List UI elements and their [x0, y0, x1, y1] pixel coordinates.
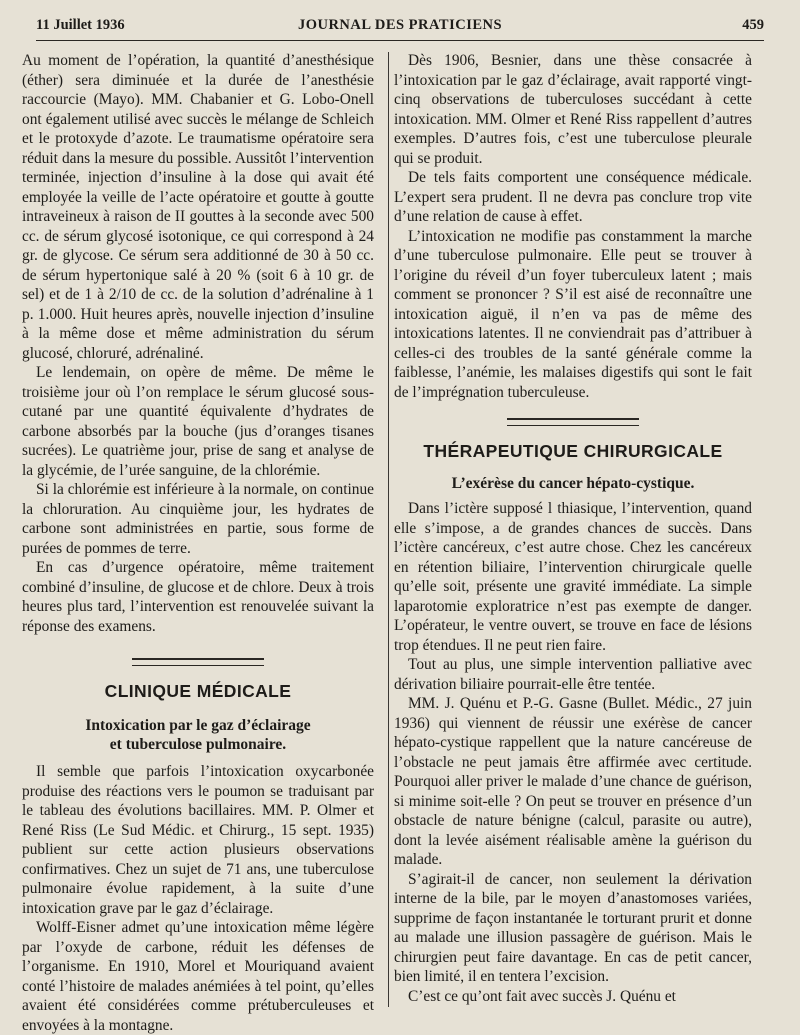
paragraph: Tout au plus, une simple intervention palliative avec dérivation biliaire pourrait-elle être tentée.	[394, 656, 752, 693]
header-rule	[36, 40, 764, 41]
page-number: 459	[742, 17, 764, 33]
paragraph: L’intoxication ne modifie pas constamment la marche d’une tuberculose pulmonaire. Elle peut se trouver à l’origine du réveil d’un foyer tuberculeux latent ; mais comment se prononcer ? S’il est aisé de reconnaître une intoxication aiguë, il n’en va pas de même des intoxications latentes. Il ne conviendrait pas d’attribuer à celles-ci des troubles de la santé générale comme la faiblesse, l’anémie, les malaises digestifs qui sont le fait de l’imprégnation tuberculeuse.	[394, 227, 752, 401]
paragraph: Dans l’ictère supposé l thiasique, l’intervention, quand elle s’impose, a de grandes chances de succès. Dans l’ictère cancéreux, c’est autre chose. Chez les cancéreux en rétention biliaire, l’intervention chirurgicale quelle qu’elle soit, présente une gravité immédiate. La simple laparotomie exploratrice n’est pas exempte de danger. L’opérateur, le ventre ouvert, se trouve en face de lésions trop étendues. Il ne peut rien faire.	[394, 500, 752, 654]
article-title-line: et tuberculose pulmonaire.	[109, 736, 287, 753]
paragraph: MM. J. Quénu et P.-G. Gasne (Bullet. Médic., 27 juin 1936) qui viennent de réussir une exérèse de cancer hépato-cystique rappellent que la nature cancéreuse de l’obstacle ne peut jamais être affirmée avec certitude. Pourquoi aller priver le malade d’une chance de guérison, si minime soit-elle ? On peut se trouver en présence d’un obstacle de nature bénigne (calcul, parasite ou autre), dont la levée aisément réalisable amène la guérison du malade.	[394, 695, 752, 868]
left-column	[22, 51, 374, 1035]
page-header	[36, 17, 764, 37]
right-column	[394, 51, 752, 1006]
issue-date: 11 Juillet 1936	[36, 17, 125, 33]
paragraph: Si la chlorémie est inférieure à la normale, on continue la chloruration. Au cinquième jour, les hydrates de carbone sont administrées en partie, sous forme de purées de pommes de terre.	[22, 481, 374, 557]
journal-title: JOURNAL DES PRATICIENS	[297, 17, 503, 33]
article-title-line: Intoxication par le gaz d’éclairage	[85, 717, 311, 734]
section-title: CLINIQUE MÉDICALE	[104, 681, 292, 701]
paragraph: De tels faits comportent une conséquence médicale. L’expert sera prudent. Il ne devra pas conclure trop vite d’une relation de cause à effet.	[394, 169, 752, 225]
section-rule	[507, 418, 639, 426]
paragraph: En cas d’urgence opératoire, même traitement combiné d’insuline, de glucose et de chlore. Deux à trois heures plus tard, l’intervention est renouvelée suivant la réponse des examens.	[22, 559, 374, 635]
paragraph: C’est ce qu’ont fait avec succès J. Quénu et	[408, 987, 676, 1005]
column-divider	[388, 52, 389, 1007]
paragraph: Dès 1906, Besnier, dans une thèse consacrée à l’intoxication par le gaz d’éclairage, avait rapporté vingt-cinq observations de tuberculoses succédant à cette intoxication. MM. Olmer et René Riss rappellent d’autres exemples. D’autres fois, c’est une tuberculose pleurale qui se produit.	[394, 52, 752, 167]
paragraph: Il semble que parfois l’intoxication oxycarbonée produise des réactions vers le poumon se traduisant par le tableau des évolutions bacillaires. MM. P. Olmer et René Riss (Le Sud Médic. et Chirurg., 15 sept. 1935) publient sur cette action plusieurs observations confirmatives. Chez un sujet de 71 ans, une tuberculose pulmonaire évolue rapidement, à la suite d’une intoxication grave par le gaz d’éclairage.	[22, 763, 374, 917]
section-rule	[132, 658, 264, 666]
paragraph: Au moment de l’opération, la quantité d’anesthésique (éther) sera diminuée et la durée de l’anesthésie raccourcie (Mayo). MM. Chabanier et G. Lobo-Onell ont également utilisé avec succès le mélange de Schleich et le protoxyde d’azote. Le traumatisme opératoire sera réduit dans la mesure du possible. Aussitôt l’intervention terminée, injection d’insuline à la dose qui avait été employée la veille de l’acte opératoire et goutte à goutte intraveineux à raison de II gouttes à la seconde avec 500 cc. de sérum glycosé isotonique, ce qui correspond à 24 gr. de glycose. Ce sérum sera additionné de 30 à 50 cc. de sérum hypertonique salé à 20 % (soit 6 à 10 gr. de sel) et de 1 à 2/10 de cc. de la solution d’adrénaline à 1 p. 1.000. Huit heures après, nouvelle injection d’insuline à la même dose et même administration du sérum glucosé, chloruré, adrénaliné.	[22, 52, 374, 362]
paragraph: S’agirait-il de cancer, non seulement la dérivation interne de la bile, par le moyen d’anastomoses variées, supprime de façon instantanée le torturant prurit et donne au malade une illusion passagère de guérison. Mais le chirurgien peut faire davantage. En cas de petit cancer, bien limité, il en tentera l’excision.	[394, 870, 752, 985]
section-title: THÉRAPEUTIQUE CHIRURGICALE	[423, 441, 723, 461]
paragraph: Wolff-Eisner admet qu’une intoxication même légère par l’oxyde de carbone, réduit les défenses de l’organisme. En 1910, Morel et Mouriquand avaient conté l’histoire de malades anémiées à tel point, qu’elles avaient été considérées comme prétuberculeuses et envoyées à la montagne.	[22, 919, 374, 1034]
article-title: L’exérèse du cancer hépato-cystique.	[451, 475, 695, 492]
paragraph: Le lendemain, on opère de même. De même le troisième jour où l’on remplace le sérum glucosé sous-cutané par une quantité équivalente d’hydrates de carbone absorbés par la bouche (jus d’oranges tisanes sucrées). Le quatrième jour, prise de sang et analyse de la glycémie, de l’urée sanguine, de la chlorémie.	[22, 364, 374, 479]
